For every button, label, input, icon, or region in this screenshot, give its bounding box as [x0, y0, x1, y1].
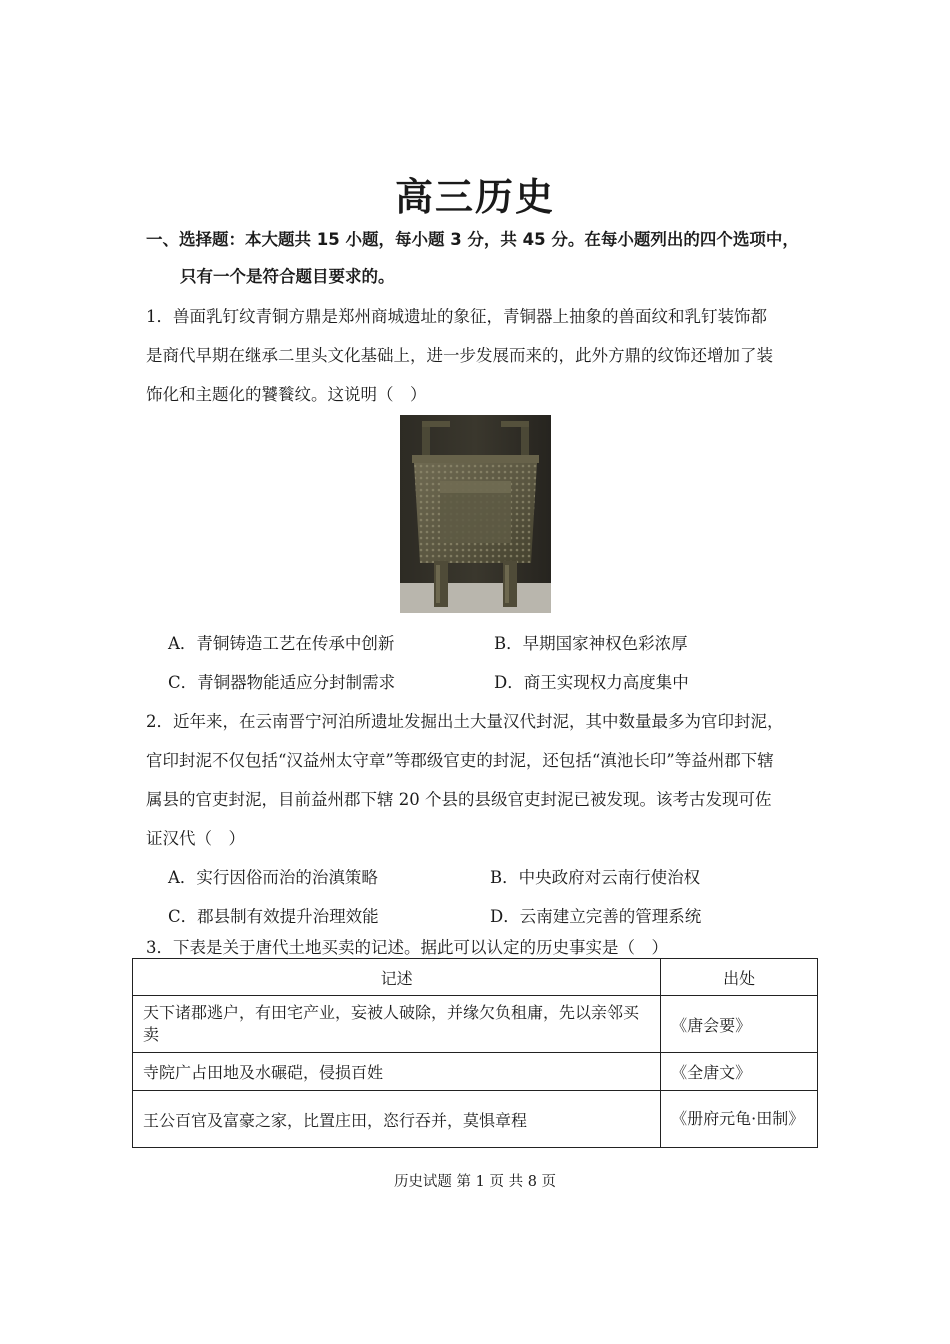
section-heading-cont: 只有一个是符合题目要求的。 — [180, 267, 395, 286]
q3-table — [132, 958, 818, 1148]
q2-text-line: 属县的官吏封泥，目前益州郡下辖 20 个县的县级官吏封泥已被发现。该考古发现可佐 — [146, 790, 772, 809]
table-header-record: 记述 — [133, 959, 661, 996]
q2-text-line: 证汉代（ ） — [146, 829, 245, 848]
section-heading: 一、选择题：本大题共 15 小题，每小题 3 分，共 45 分。在每小题列出的四个选项中， — [146, 230, 799, 249]
q1-option-b: B．早期国家神权色彩浓厚 — [494, 634, 688, 653]
q2-text-line: 2．近年来，在云南晋宁河泊所遗址发掘出土大量汉代封泥，其中数量最多为官印封泥， — [146, 712, 784, 731]
table-row — [133, 1091, 818, 1148]
table-cell-source: 《全唐文》 — [661, 1053, 818, 1091]
table-cell-record: 寺院广占田地及水碾硙，侵损百姓 — [133, 1053, 661, 1091]
q1-option-a: A．青铜铸造工艺在传承中创新 — [168, 634, 395, 653]
q2-option-c: C．郡县制有效提升治理效能 — [168, 907, 379, 926]
table-cell-record: 天下诸郡逃户，有田宅产业，妄被人破除，并缘欠负租庸，先以亲邻买卖 — [133, 996, 661, 1053]
bronze-ding-photo — [400, 415, 551, 613]
q2-option-a: A．实行因俗而治的治滇策略 — [168, 868, 378, 887]
page-title: 高三历史 — [394, 175, 555, 219]
table-row — [133, 1053, 818, 1091]
table-header-source: 出处 — [661, 959, 818, 996]
table-cell-source: 《唐会要》 — [661, 996, 818, 1053]
q1-option-d: D．商王实现权力高度集中 — [494, 673, 689, 692]
q1-text-line: 是商代早期在继承二里头文化基础上，进一步发展而来的，此外方鼎的纹饰还增加了装 — [146, 346, 773, 365]
table-header-row — [133, 959, 818, 996]
q2-option-b: B．中央政府对云南行使治权 — [490, 868, 701, 887]
table-row — [133, 996, 818, 1053]
page-footer: 历史试题 第 1 页 共 8 页 — [393, 1174, 557, 1190]
q1-text-line: 饰化和主题化的饕餮纹。这说明（ ） — [146, 385, 427, 404]
q2-option-d: D．云南建立完善的管理系统 — [490, 907, 702, 926]
q1-option-c: C．青铜器物能适应分封制需求 — [168, 673, 396, 692]
table-cell-record: 王公百官及富豪之家，比置庄田，恣行吞并，莫惧章程 — [133, 1091, 661, 1148]
q3-stem: 3．下表是关于唐代土地买卖的记述。据此可以认定的历史事实是（ ） — [146, 938, 668, 957]
q1-text-line: 1．兽面乳钉纹青铜方鼎是郑州商城遗址的象征，青铜器上抽象的兽面纹和乳钉装饰都 — [146, 307, 767, 326]
table-cell-source: 《册府元龟·田制》 — [661, 1091, 818, 1148]
q2-text-line: 官印封泥不仅包括“汉益州太守章”等郡级官吏的封泥，还包括“滇池长印”等益州郡下辖 — [146, 751, 774, 770]
